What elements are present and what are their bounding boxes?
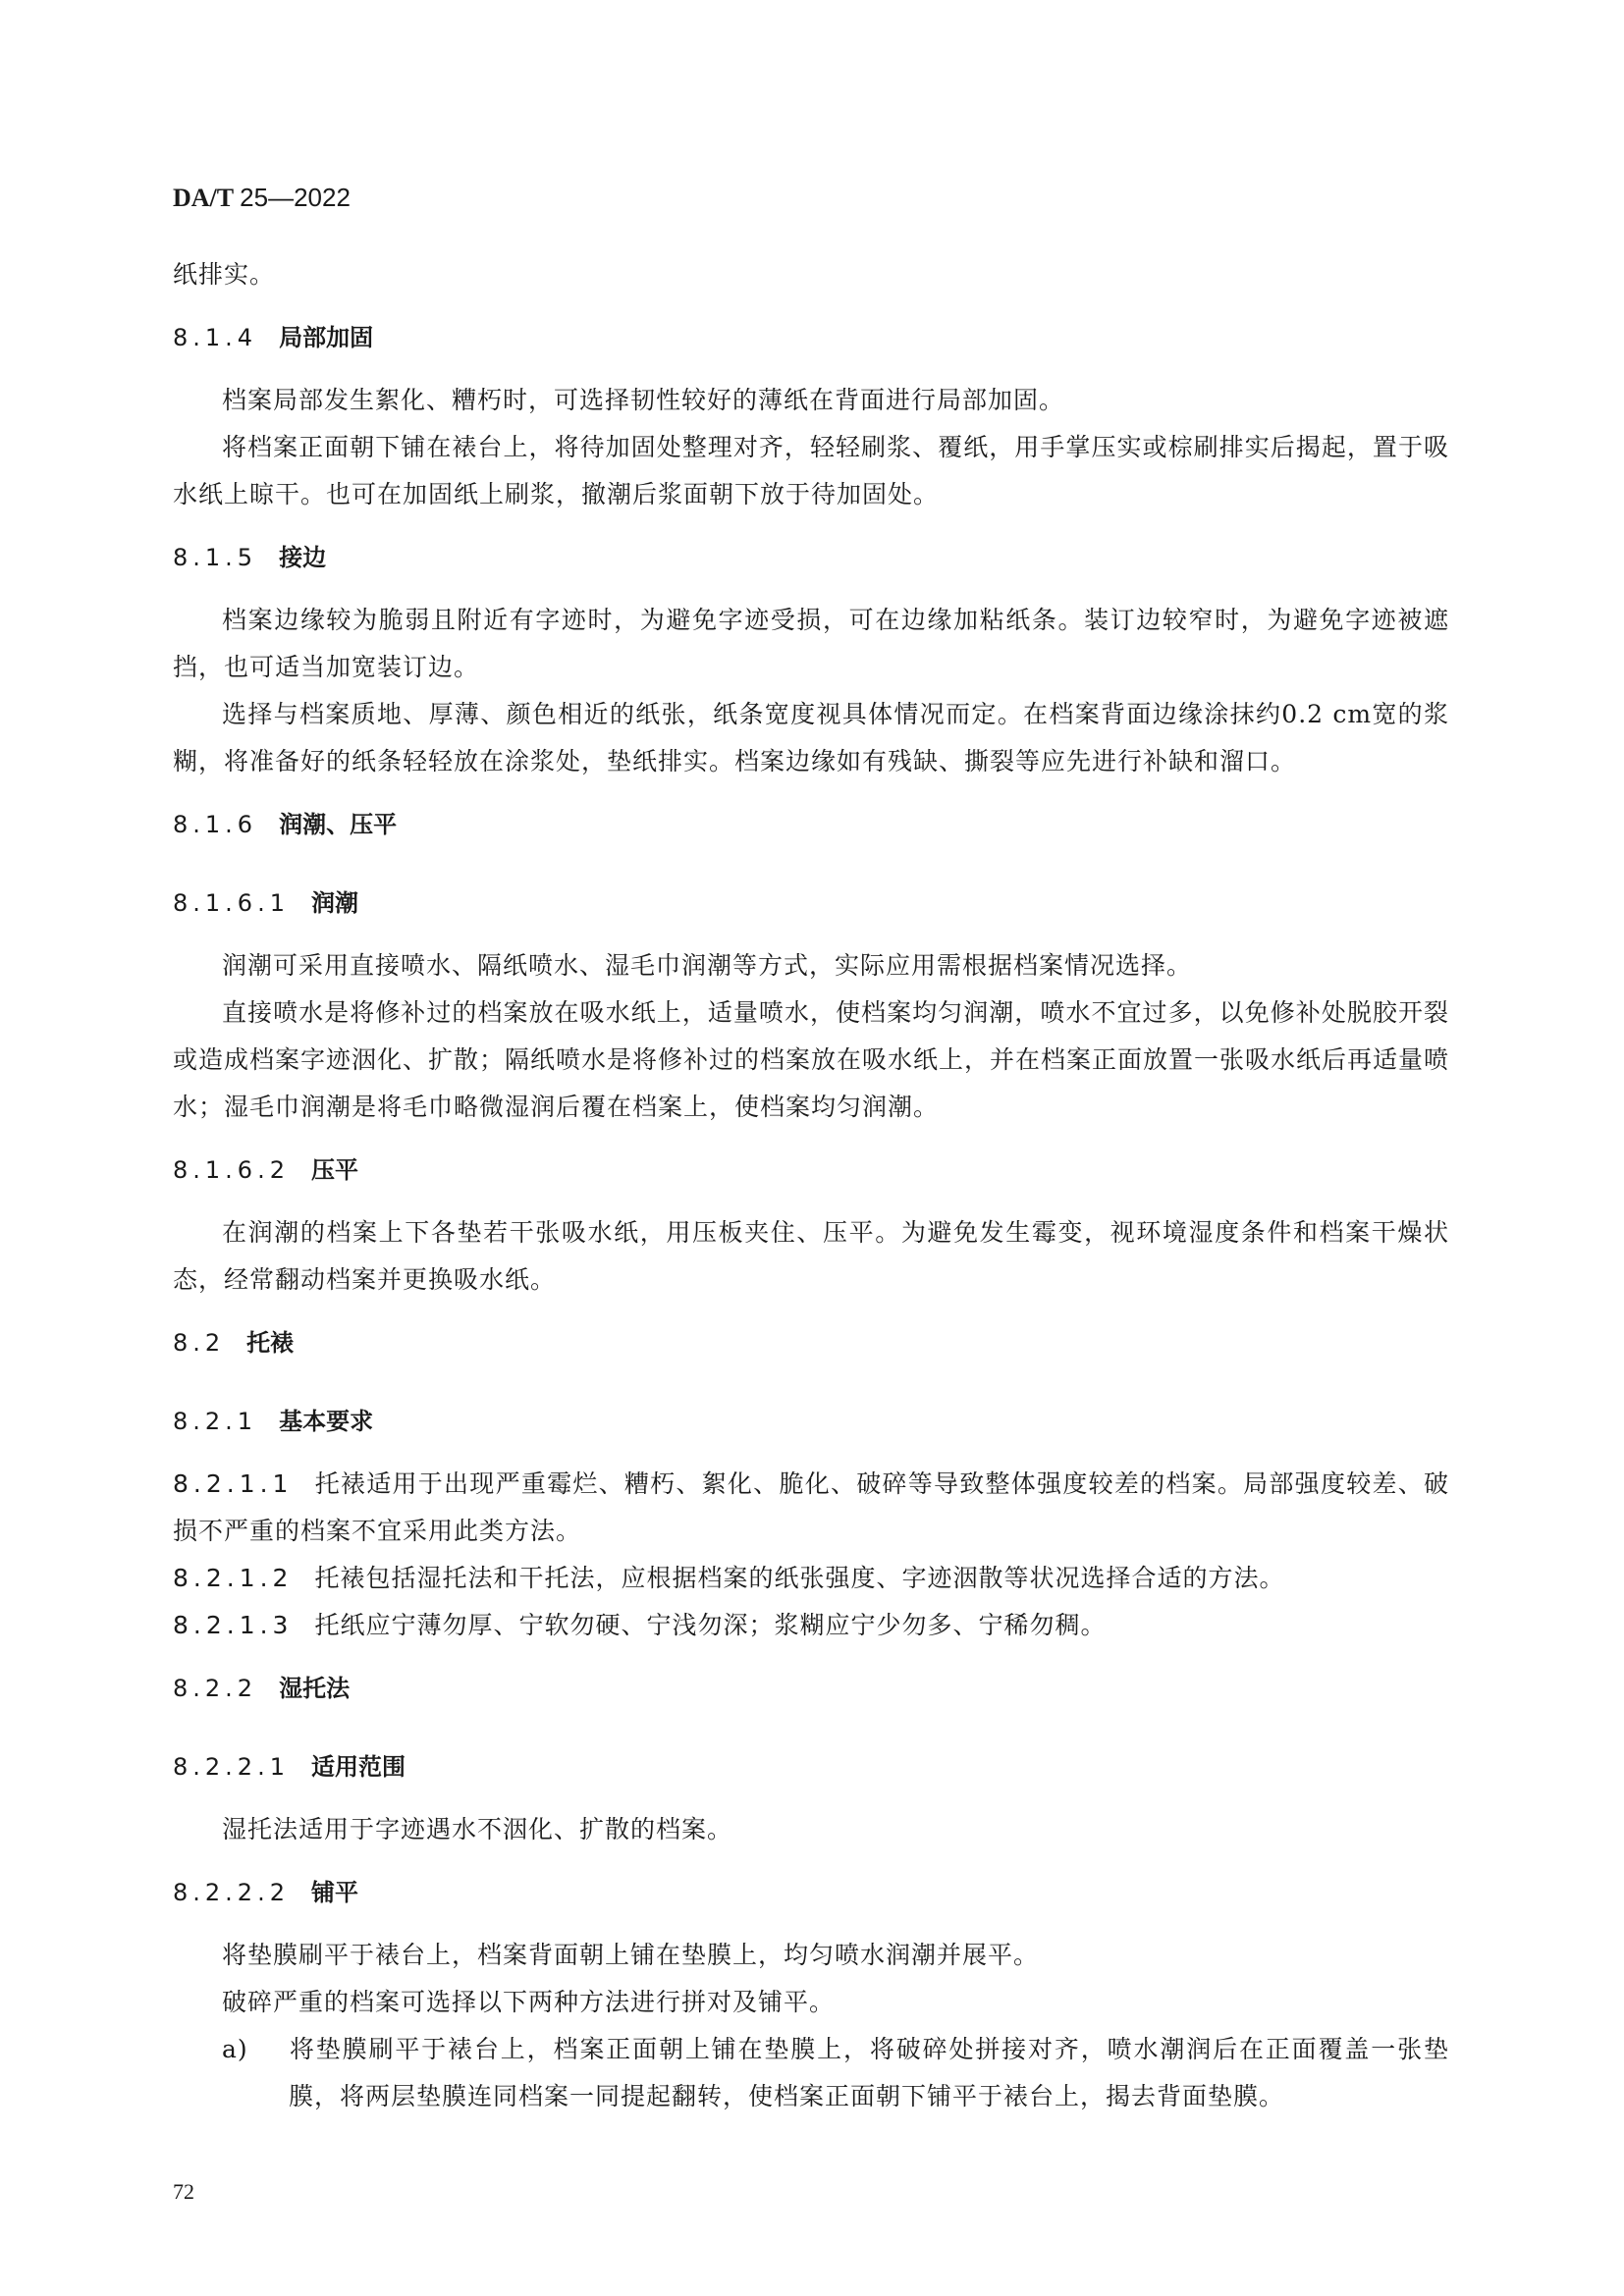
section-title: 润潮 bbox=[310, 889, 358, 917]
section-number: 8.2.2.1 bbox=[173, 1753, 290, 1781]
heading-spacer bbox=[173, 848, 1449, 864]
section-number: 8.2.1 bbox=[173, 1408, 258, 1435]
heading-spacer bbox=[173, 1445, 1449, 1461]
page-number: 72 bbox=[173, 2179, 194, 2204]
section-heading bbox=[173, 1398, 1449, 1445]
clause-number: 8.2.1.3 bbox=[173, 1611, 294, 1639]
paragraph: 湿托法适用于字迹遇水不洇化、扩散的档案。 bbox=[222, 1815, 733, 1843]
section-heading bbox=[173, 1665, 1449, 1712]
list-marker: a) bbox=[222, 2035, 248, 2063]
section-spacer bbox=[173, 1382, 1449, 1398]
section-title: 托裱 bbox=[246, 1329, 295, 1357]
clause bbox=[173, 1602, 1449, 1649]
section-title: 接边 bbox=[279, 544, 327, 571]
section-title: 基本要求 bbox=[279, 1408, 374, 1435]
section-title: 润潮、压平 bbox=[279, 811, 398, 838]
section-number: 8.2.2 bbox=[173, 1675, 258, 1702]
standard-code-header bbox=[173, 183, 351, 213]
heading-spacer bbox=[173, 361, 1449, 377]
section-heading bbox=[173, 1319, 1449, 1366]
heading-spacer bbox=[173, 927, 1449, 942]
standard-code-number: 25—2022 bbox=[240, 183, 351, 212]
paragraph: 将档案正面朝下铺在裱台上，将待加固处整理对齐，轻轻刷浆、覆纸，用手掌压实或棕刷排实后揭起，置于吸水纸上晾干。也可在加固纸上刷浆，撤潮后浆面朝下放于待加固处。 bbox=[173, 433, 1449, 508]
section-spacer bbox=[173, 1649, 1449, 1665]
clause-number: 8.2.1.1 bbox=[173, 1469, 294, 1498]
section-heading bbox=[173, 1147, 1449, 1194]
section-heading bbox=[173, 1743, 1449, 1790]
clause bbox=[173, 1461, 1449, 1555]
paragraph: 直接喷水是将修补过的档案放在吸水纸上，适量喷水，使档案均匀润潮，喷水不宜过多，以免修补处脱胶开裂或造成档案字迹洇化、扩散；隔纸喷水是将修补过的档案放在吸水纸上，并在档案正面放置一张吸水纸后再适量喷水；湿毛巾润潮是将毛巾略微湿润后覆在档案上，使档案均匀润潮。 bbox=[173, 998, 1450, 1121]
section-title: 压平 bbox=[310, 1156, 358, 1184]
paragraph: 破碎严重的档案可选择以下两种方法进行拼对及铺平。 bbox=[222, 1988, 836, 2016]
section-number: 8.1.6.2 bbox=[173, 1156, 290, 1184]
paragraph: 档案边缘较为脆弱且附近有字迹时，为避免字迹受损，可在边缘加粘纸条。装订边较窄时，为避免字迹被遮挡，也可适当加宽装订边。 bbox=[173, 606, 1449, 681]
section-heading bbox=[173, 1869, 1449, 1916]
heading-spacer bbox=[173, 1366, 1449, 1382]
section-title: 铺平 bbox=[310, 1879, 358, 1906]
section-number: 8.1.4 bbox=[173, 324, 258, 351]
paragraph: 在润潮的档案上下各垫若干张吸水纸，用压板夹住、压平。为避免发生霉变，视环境湿度条件和档案干燥状态，经常翻动档案并更换吸水纸。 bbox=[173, 1218, 1449, 1294]
clause-text: 托纸应宁薄勿厚、宁软勿硬、宁浅勿深；浆糊应宁少勿多、宁稀勿稠。 bbox=[314, 1611, 1107, 1639]
document-body bbox=[173, 251, 1449, 2120]
standard-code-prefix: DA/T bbox=[173, 184, 234, 212]
section-heading bbox=[173, 880, 1449, 927]
continued-paragraph: 纸排实。 bbox=[173, 260, 276, 289]
section-spacer bbox=[173, 518, 1449, 534]
paragraph: 润潮可采用直接喷水、隔纸喷水、湿毛巾润潮等方式，实际应用需根据档案情况选择。 bbox=[222, 951, 1193, 980]
section-title: 适用范围 bbox=[310, 1753, 406, 1781]
section-number: 8.1.5 bbox=[173, 544, 258, 571]
list-item-text: 将垫膜刷平于裱台上，档案正面朝上铺在垫膜上，将破碎处拼接对齐，喷水潮润后在正面覆盖一张垫膜，将两层垫膜连同档案一同提起翻转，使档案正面朝下铺平于裱台上，揭去背面垫膜。 bbox=[289, 2035, 1449, 2110]
section-spacer bbox=[173, 1728, 1449, 1743]
list-item bbox=[173, 2026, 1449, 2120]
section-spacer bbox=[173, 298, 1449, 314]
clause-text: 托裱适用于出现严重霉烂、糟朽、絮化、脆化、破碎等导致整体强度较差的档案。局部强度较差、破损不严重的档案不宜采用此类方法。 bbox=[173, 1469, 1449, 1545]
heading-spacer bbox=[173, 1712, 1449, 1728]
clause bbox=[173, 1555, 1449, 1602]
heading-spacer bbox=[173, 1790, 1449, 1806]
section-number: 8.1.6.1 bbox=[173, 889, 290, 917]
paragraph: 档案局部发生絮化、糟朽时，可选择韧性较好的薄纸在背面进行局部加固。 bbox=[222, 386, 1065, 414]
section-spacer bbox=[173, 1853, 1449, 1869]
section-number: 8.2 bbox=[173, 1329, 226, 1357]
section-number: 8.2.2.2 bbox=[173, 1879, 290, 1906]
heading-spacer bbox=[173, 1194, 1449, 1209]
heading-spacer bbox=[173, 581, 1449, 597]
section-spacer bbox=[173, 864, 1449, 880]
clause-text: 托裱包括湿托法和干托法，应根据档案的纸张强度、字迹洇散等状况选择合适的方法。 bbox=[314, 1564, 1285, 1592]
section-title: 局部加固 bbox=[279, 324, 374, 351]
paragraph: 将垫膜刷平于裱台上，档案背面朝上铺在垫膜上，均匀喷水润潮并展平。 bbox=[222, 1941, 1040, 1969]
section-spacer bbox=[173, 1304, 1449, 1319]
section-heading bbox=[173, 534, 1449, 581]
paragraph: 选择与档案质地、厚薄、颜色相近的纸张，纸条宽度视具体情况而定。在档案背面边缘涂抹约0.2 cm宽的浆糊，将准备好的纸条轻轻放在涂浆处，垫纸排实。档案边缘如有残缺、撕裂等应先进行补缺和溜口。 bbox=[173, 700, 1449, 775]
section-spacer bbox=[173, 785, 1449, 801]
section-heading bbox=[173, 314, 1449, 361]
section-title: 湿托法 bbox=[279, 1675, 351, 1702]
clause-number: 8.2.1.2 bbox=[173, 1564, 294, 1592]
section-spacer bbox=[173, 1131, 1449, 1147]
section-number: 8.1.6 bbox=[173, 811, 258, 838]
section-heading bbox=[173, 801, 1449, 848]
heading-spacer bbox=[173, 1916, 1449, 1932]
